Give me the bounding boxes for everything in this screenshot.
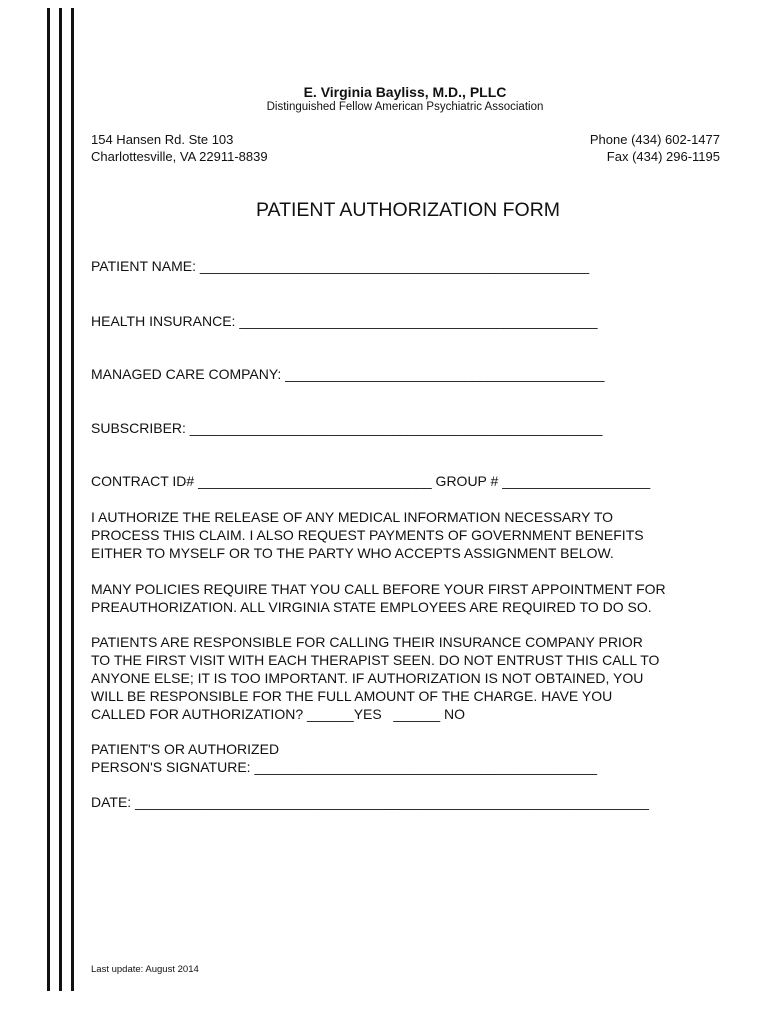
- responsibility-line: WILL BE RESPONSIBLE FOR THE FULL AMOUNT OF THE CHARGE. HAVE YOU: [91, 688, 613, 704]
- address-line-2: Charlottesville, VA 22911-8839: [91, 149, 268, 164]
- policy-line: PREAUTHORIZATION. ALL VIRGINIA STATE EMPLOYEES ARE REQUIRED TO DO SO.: [91, 599, 652, 615]
- address-line-1: 154 Hansen Rd. Ste 103: [91, 132, 234, 147]
- responsibility-line: TO THE FIRST VISIT WITH EACH THERAPIST SEEN. DO NOT ENTRUST THIS CALL TO: [91, 652, 660, 668]
- health-insurance-field[interactable]: HEALTH INSURANCE: ______________________________________________: [91, 313, 598, 329]
- practice-subtitle: Distinguished Fellow American Psychiatric Association: [266, 101, 544, 113]
- subscriber-field[interactable]: SUBSCRIBER: _____________________________________________________: [91, 420, 603, 436]
- margin-rule-3: [71, 8, 74, 991]
- release-paragraph: [91, 508, 731, 562]
- practice-name: E. Virginia Bayliss, M.D., PLLC: [303, 84, 507, 100]
- signature-label: PATIENT'S OR AUTHORIZED: [91, 741, 280, 757]
- form-title: PATIENT AUTHORIZATION FORM: [255, 199, 561, 221]
- responsibility-line: PATIENTS ARE RESPONSIBLE FOR CALLING THEIR INSURANCE COMPANY PRIOR: [91, 634, 643, 650]
- contract-group-field[interactable]: CONTRACT ID# ______________________________ GROUP # ___________________: [91, 473, 651, 489]
- last-update-note: Last update: August 2014: [91, 964, 199, 975]
- responsibility-line: ANYONE ELSE; IT IS TOO IMPORTANT. IF AUTHORIZATION IS NOT OBTAINED, YOU: [91, 670, 644, 686]
- fax-number: Fax (434) 296-1195: [606, 149, 720, 164]
- date-field[interactable]: DATE: __________________________________________________________________: [91, 794, 649, 810]
- policy-line: MANY POLICIES REQUIRE THAT YOU CALL BEFORE YOUR FIRST APPOINTMENT FOR: [91, 581, 666, 597]
- margin-rule-1: [47, 8, 50, 991]
- phone-number: Phone (434) 602-1477: [589, 132, 720, 147]
- patient-name-field[interactable]: PATIENT NAME: __________________________________________________: [91, 258, 590, 274]
- signature-field[interactable]: PERSON'S SIGNATURE: ____________________________________________: [91, 759, 598, 775]
- release-line: I AUTHORIZE THE RELEASE OF ANY MEDICAL INFORMATION NECESSARY TO: [91, 509, 614, 525]
- authorization-question[interactable]: CALLED FOR AUTHORIZATION? ______YES ______ NO: [91, 706, 466, 722]
- release-line: EITHER TO MYSELF OR TO THE PARTY WHO ACCEPTS ASSIGNMENT BELOW.: [91, 545, 614, 561]
- policy-paragraph: [91, 580, 731, 616]
- release-line: PROCESS THIS CLAIM. I ALSO REQUEST PAYMENTS OF GOVERNMENT BENEFITS: [91, 527, 644, 543]
- margin-rule-2: [59, 8, 62, 991]
- responsibility-paragraph: [91, 633, 731, 723]
- managed-care-field[interactable]: MANAGED CARE COMPANY: _________________________________________: [91, 366, 605, 382]
